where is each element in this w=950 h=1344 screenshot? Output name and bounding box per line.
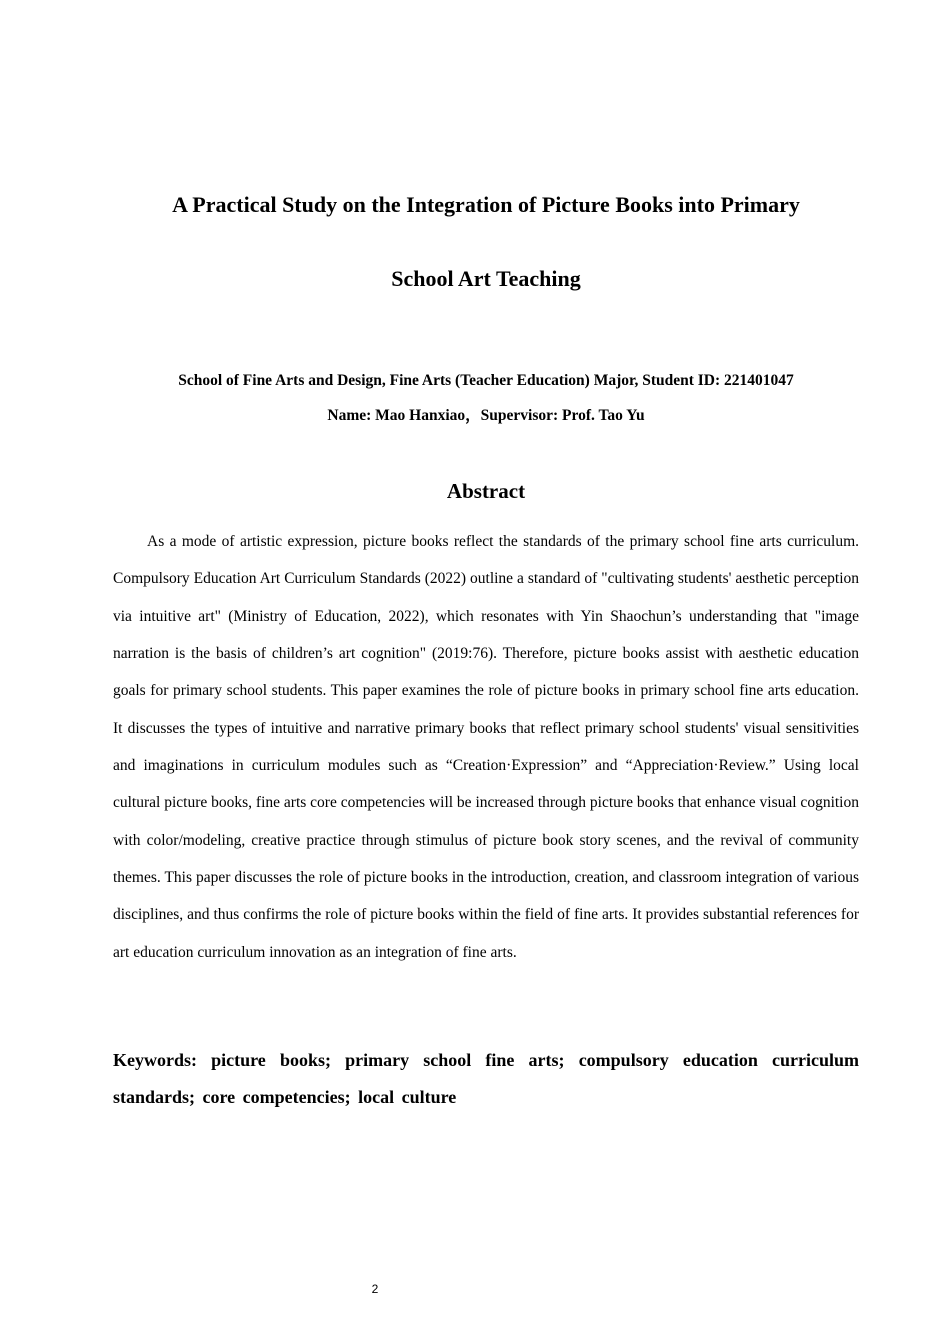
abstract-heading: Abstract xyxy=(446,479,526,503)
paper-title-line-2: School Art Teaching xyxy=(391,266,581,291)
paper-title-line-1: A Practical Study on the Integration of Picture Books into Primary xyxy=(172,192,800,217)
page-number: 2 xyxy=(371,1282,379,1296)
keywords: Keywords: picture books; primary school fine arts; compulsory education curriculum standards; core competencies; local culture xyxy=(113,1050,859,1107)
paper-title xyxy=(113,168,859,316)
author-affiliation xyxy=(113,363,859,433)
author-supervisor-line: Name: Mao Hanxiao，Supervisor: Prof. Tao Yu xyxy=(327,407,645,424)
affiliation-line: School of Fine Arts and Design, Fine Arts (Teacher Education) Major, Student ID: 221401047 xyxy=(178,372,794,389)
abstract-body: As a mode of artistic expression, picture books reflect the standards of the primary school fine arts curriculum. Compulsory Education Art Curriculum Standards (2022) outline a standard of "cultivating students' aesthetic perception via intuitive art" (Ministry of Education, 2022), which resonates with Yin Shaochun’s understanding that "image narration is the basis of children’s art cognition" (2019:76). Therefore, picture books assist with aesthetic education goals for primary school students. This paper examines the role of picture books in primary school fine arts education. It discusses the types of intuitive and narrative primary books that reflect primary school students' visual sensitivities and imaginations in curriculum modules such as “Creation·Expression” and “Appreciation·Review.” Using local cultural picture books, fine arts core competencies will be increased through picture books that enhance visual cognition with color/modeling, creative practice through stimulus of picture book story scenes, and the revival of community themes. This paper discusses the role of picture books in the introduction, creation, and classroom integration of various disciplines, and thus confirms the role of picture books within the field of fine arts. It provides substantial references for art education curriculum innovation as an integration of fine arts. xyxy=(113,533,859,961)
